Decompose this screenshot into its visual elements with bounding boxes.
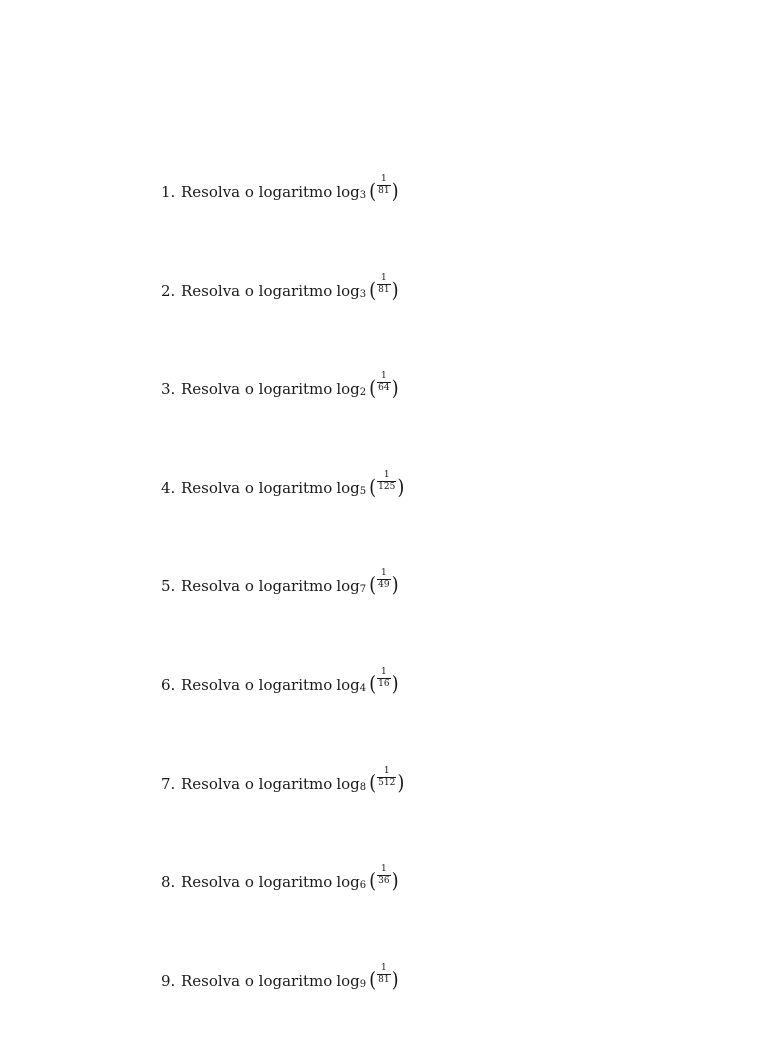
exercise-item xyxy=(161,272,404,374)
log-function: log xyxy=(336,577,360,596)
exercise-number: 3. xyxy=(161,380,176,399)
log-base: 4 xyxy=(359,682,367,694)
exercise-text: Resolva o logaritmo xyxy=(181,675,333,694)
log-function: log xyxy=(336,478,360,497)
exercise-number: 5. xyxy=(161,577,176,596)
log-base: 9 xyxy=(359,978,367,990)
exercise-number: 1. xyxy=(161,183,176,201)
log-function: log xyxy=(336,774,360,793)
fraction-denominator: 512 xyxy=(378,777,396,788)
fraction-denominator: 16 xyxy=(378,678,390,689)
right-paren: ) xyxy=(391,869,399,894)
fraction xyxy=(377,569,390,590)
left-paren: ( xyxy=(369,376,377,401)
fraction-denominator: 36 xyxy=(378,876,390,887)
log-base: 6 xyxy=(359,880,367,892)
log-function: log xyxy=(336,281,360,300)
exercise-number: 2. xyxy=(161,281,176,300)
exercise-item xyxy=(161,373,404,472)
right-paren: ) xyxy=(391,968,399,993)
left-paren: ( xyxy=(369,475,377,500)
exercise-text: Resolva o logaritmo xyxy=(181,183,333,201)
log-base: 3 xyxy=(359,288,367,300)
exercise-text: Resolva o logaritmo xyxy=(181,380,333,399)
left-paren: ( xyxy=(369,869,377,894)
fraction xyxy=(377,274,390,295)
exercise-item xyxy=(161,866,404,965)
right-paren: ) xyxy=(397,475,405,500)
fraction-numerator: 1 xyxy=(381,864,387,875)
fraction xyxy=(377,471,396,492)
fraction-numerator: 1 xyxy=(381,666,387,677)
log-base: 8 xyxy=(359,781,367,793)
log-function: log xyxy=(336,675,360,694)
log-function: log xyxy=(336,380,360,399)
exercise-item xyxy=(161,176,404,275)
fraction-denominator: 81 xyxy=(378,974,390,985)
exercise-number: 4. xyxy=(161,478,176,497)
fraction xyxy=(377,964,390,985)
log-base: 7 xyxy=(359,584,367,596)
fraction-numerator: 1 xyxy=(383,765,390,776)
exercise-number: 6. xyxy=(161,675,176,694)
right-paren: ) xyxy=(397,770,405,796)
exercise-list xyxy=(161,176,404,1063)
fraction xyxy=(377,767,396,788)
fraction-denominator: 125 xyxy=(378,481,396,492)
fraction-numerator: 1 xyxy=(381,962,387,973)
fraction-numerator: 1 xyxy=(381,272,387,283)
fraction-numerator: 1 xyxy=(381,371,387,382)
fraction xyxy=(377,668,390,689)
fraction xyxy=(377,175,390,196)
left-paren: ( xyxy=(369,277,377,303)
exercise-text: Resolva o logaritmo xyxy=(181,281,333,300)
log-function: log xyxy=(336,183,360,201)
log-base: 2 xyxy=(359,387,367,399)
right-paren: ) xyxy=(391,179,399,204)
fraction-denominator: 81 xyxy=(378,186,390,196)
log-function: log xyxy=(336,873,360,892)
fraction xyxy=(377,372,390,393)
exercise-item xyxy=(161,570,404,669)
fraction-denominator: 64 xyxy=(378,383,390,394)
exercise-text: Resolva o logaritmo xyxy=(181,873,333,892)
exercise-item xyxy=(161,765,405,867)
left-paren: ( xyxy=(369,770,377,796)
right-paren: ) xyxy=(391,376,399,401)
log-function: log xyxy=(336,971,360,990)
exercise-text: Resolva o logaritmo xyxy=(181,577,333,596)
exercise-text: Resolva o logaritmo xyxy=(181,971,333,990)
left-paren: ( xyxy=(369,968,377,993)
fraction-numerator: 1 xyxy=(381,174,387,184)
exercise-text: Resolva o logaritmo xyxy=(181,478,333,497)
fraction-denominator: 49 xyxy=(378,580,390,591)
exercise-number: 9. xyxy=(161,971,176,990)
left-paren: ( xyxy=(369,672,377,697)
left-paren: ( xyxy=(369,573,377,598)
exercise-item xyxy=(161,666,404,768)
exercise-text: Resolva o logaritmo xyxy=(181,774,333,793)
right-paren: ) xyxy=(391,573,399,598)
exercise-item xyxy=(161,962,404,1063)
fraction-numerator: 1 xyxy=(381,568,387,579)
right-paren: ) xyxy=(391,672,399,697)
left-paren: ( xyxy=(369,179,377,204)
log-base: 3 xyxy=(359,190,367,201)
log-base: 5 xyxy=(359,485,367,497)
fraction-denominator: 81 xyxy=(378,284,390,295)
right-paren: ) xyxy=(391,277,399,303)
fraction-numerator: 1 xyxy=(383,469,390,480)
exercise-item xyxy=(161,469,405,571)
fraction xyxy=(377,865,390,886)
exercise-number: 8. xyxy=(161,873,176,892)
exercise-number: 7. xyxy=(161,774,176,793)
